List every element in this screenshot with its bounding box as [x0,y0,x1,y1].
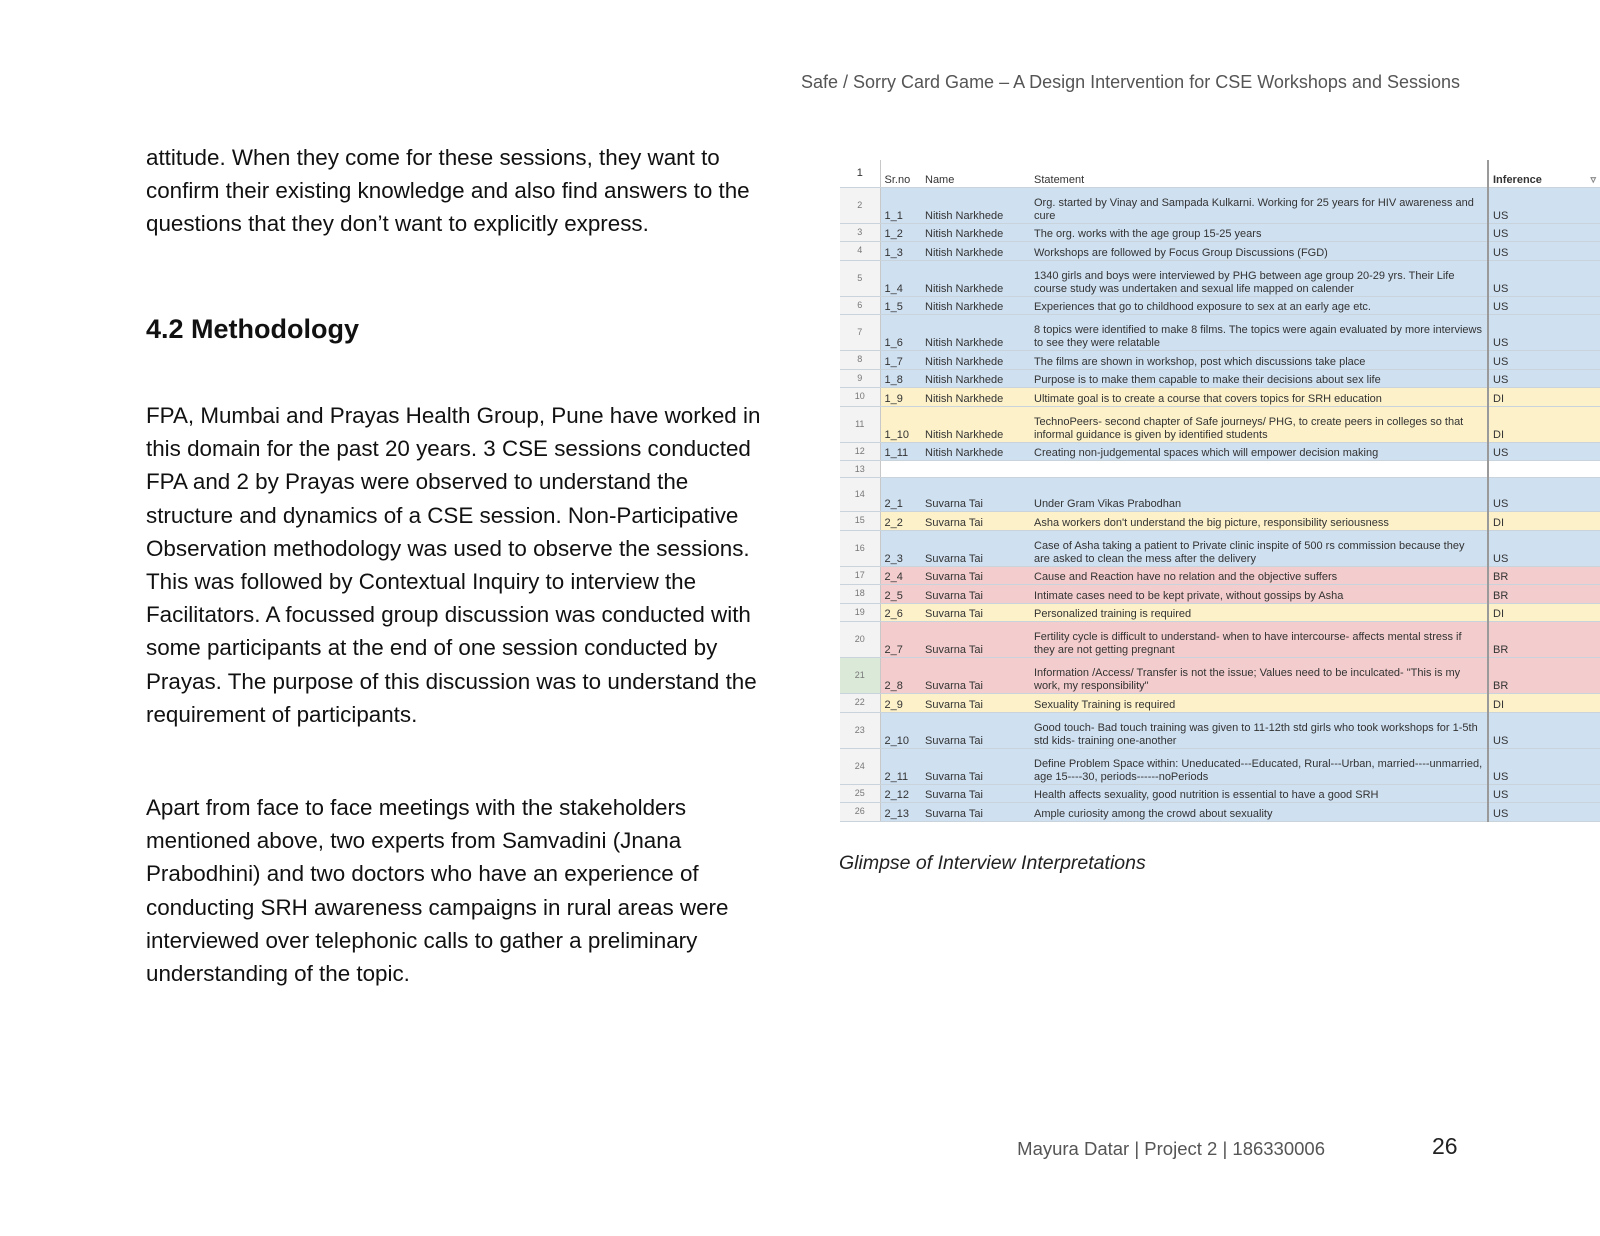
cell-inference: US [1488,187,1600,223]
paragraph-experts: Apart from face to face meetings with the stakeholders mentioned above, two experts from Samvadini (Jnana Prabodhini) and two doctors who have an experience of conducting SRH awareness campaigns in rural areas were interviewed over telephonic calls to gather a preliminary understanding of the topic. [146,795,729,987]
header-statement: Statement [1030,160,1488,187]
row-number: 12 [840,442,880,461]
cell-name: Suvarna Tai [921,784,1030,803]
cell-statement: Ample curiosity among the crowd about sexuality [1030,803,1488,822]
cell-statement: The films are shown in workshop, post which discussions take place [1030,351,1488,370]
table-row [840,712,1600,748]
header-inference-label: Inference [1493,173,1542,186]
row-number: 1 [840,160,880,187]
table-row [840,512,1600,531]
row-number: 4 [840,242,880,261]
figure-caption: Glimpse of Interview Interpretations [839,852,1146,874]
cell-srno: 1_10 [880,406,921,442]
cell-srno: 2_2 [880,512,921,531]
row-number: 7 [840,315,880,351]
row-number: 10 [840,388,880,407]
table-row [840,622,1600,658]
table-row [840,748,1600,784]
cell-inference: US [1488,223,1600,242]
cell-name: Suvarna Tai [921,694,1030,713]
cell-srno: 1_7 [880,351,921,370]
header-srno: Sr.no [880,160,921,187]
cell-inference: DI [1488,388,1600,407]
row-number: 8 [840,351,880,370]
row-number: 9 [840,369,880,388]
cell-inference: US [1488,530,1600,566]
cell-inference: US [1488,478,1600,512]
header-name: Name [921,160,1030,187]
table-row [840,442,1600,461]
cell-statement [1030,461,1488,478]
cell-statement: Intimate cases need to be kept private, without gossips by Asha [1030,585,1488,604]
cell-name [921,461,1030,478]
cell-statement: Experiences that go to childhood exposure to sex at an early age etc. [1030,296,1488,315]
cell-statement: Health affects sexuality, good nutrition is essential to have a good SRH [1030,784,1488,803]
table-row [840,478,1600,512]
paragraph-intro: attitude. When they come for these sessions, they want to confirm their existing knowledge and also find answers to the questions that they don’t want to explicitly express. [146,145,750,237]
cell-srno: 1_5 [880,296,921,315]
cell-name: Suvarna Tai [921,748,1030,784]
row-number: 14 [840,478,880,512]
row-number: 16 [840,530,880,566]
cell-statement: Creating non-judgemental spaces which will empower decision making [1030,442,1488,461]
cell-statement: Asha workers don't understand the big picture, responsibility seriousness [1030,512,1488,531]
cell-inference [1488,461,1600,478]
interview-table [840,160,1600,822]
cell-srno: 1_6 [880,315,921,351]
cell-name: Nitish Narkhede [921,442,1030,461]
cell-inference: US [1488,369,1600,388]
row-number: 15 [840,512,880,531]
table-row [840,223,1600,242]
cell-srno: 1_8 [880,369,921,388]
table-row [840,694,1600,713]
cell-srno: 2_6 [880,603,921,622]
cell-statement: Sexuality Training is required [1030,694,1488,713]
cell-name: Nitish Narkhede [921,187,1030,223]
cell-srno: 1_1 [880,187,921,223]
row-number: 19 [840,603,880,622]
cell-inference: BR [1488,585,1600,604]
cell-srno: 2_11 [880,748,921,784]
table-row [840,585,1600,604]
cell-name: Nitish Narkhede [921,315,1030,351]
cell-srno: 1_2 [880,223,921,242]
row-number: 5 [840,260,880,296]
cell-name: Suvarna Tai [921,585,1030,604]
page-footer: Mayura Datar | Project 2 | 186330006 [1017,1138,1325,1159]
cell-statement: Information /Access/ Transfer is not the issue; Values need to be inculcated- "This is my work, my responsibility" [1030,658,1488,694]
table-row [840,351,1600,370]
header-inference [1488,160,1600,187]
cell-inference: BR [1488,658,1600,694]
cell-inference: DI [1488,406,1600,442]
cell-statement: Ultimate goal is to create a course that covers topics for SRH education [1030,388,1488,407]
cell-statement: Define Problem Space within: Uneducated---Educated, Rural---Urban, married----unmarried, age 15----30, periods------noPeriods [1030,748,1488,784]
section-heading: 4.2 Methodology [146,314,360,344]
row-number: 13 [840,461,880,478]
cell-inference: US [1488,784,1600,803]
cell-statement: Org. started by Vinay and Sampada Kulkarni. Working for 25 years for HIV awareness and cure [1030,187,1488,223]
cell-srno: 2_9 [880,694,921,713]
cell-srno: 1_3 [880,242,921,261]
cell-statement: Cause and Reaction have no relation and the objective suffers [1030,566,1488,585]
row-number: 18 [840,585,880,604]
cell-statement: 8 topics were identified to make 8 films. The topics were again evaluated by more interviews to see they were relatable [1030,315,1488,351]
table-row [840,242,1600,261]
row-number: 21 [840,658,880,694]
cell-srno: 2_1 [880,478,921,512]
cell-srno: 2_4 [880,566,921,585]
cell-name: Suvarna Tai [921,603,1030,622]
cell-statement: Workshops are followed by Focus Group Discussions (FGD) [1030,242,1488,261]
cell-inference: US [1488,748,1600,784]
cell-srno: 2_7 [880,622,921,658]
cell-name: Nitish Narkhede [921,369,1030,388]
cell-inference: DI [1488,512,1600,531]
row-number: 3 [840,223,880,242]
row-number: 25 [840,784,880,803]
cell-name: Suvarna Tai [921,512,1030,531]
table-row [840,260,1600,296]
cell-name: Nitish Narkhede [921,223,1030,242]
cell-statement: Good touch- Bad touch training was given to 11-12th std girls who took workshops for 1-5th std kids- training one-another [1030,712,1488,748]
cell-name: Nitish Narkhede [921,296,1030,315]
cell-name: Suvarna Tai [921,622,1030,658]
cell-statement: Case of Asha taking a patient to Private clinic inspite of 500 rs commission because they are asked to clean the mess after the delivery [1030,530,1488,566]
filter-icon[interactable]: ▿ [1590,173,1596,186]
cell-name: Suvarna Tai [921,658,1030,694]
table-row [840,406,1600,442]
cell-inference: US [1488,803,1600,822]
table-row [840,566,1600,585]
cell-srno: 2_13 [880,803,921,822]
paragraph-methodology: FPA, Mumbai and Prayas Health Group, Pune have worked in this domain for the past 20 years. 3 CSE sessions conducted FPA and 2 by Prayas were observed to understand the structure and dynamics of a CSE session. Non-Participative Observation methodology was used to observe the sessions. This was followed by Contextual Inquiry to interview the Facilitators. A focussed group discussion was conducted with some participants at the end of one session conducted by Prayas. The purpose of this discussion was to understand the requirement of participants. [146,403,761,727]
row-number: 26 [840,803,880,822]
table-row [840,784,1600,803]
cell-srno [880,461,921,478]
row-number: 6 [840,296,880,315]
table-row [840,461,1600,478]
table-row [840,603,1600,622]
cell-statement: Personalized training is required [1030,603,1488,622]
cell-srno: 2_5 [880,585,921,604]
cell-statement: Purpose is to make them capable to make their decisions about sex life [1030,369,1488,388]
cell-inference: US [1488,351,1600,370]
cell-inference: US [1488,242,1600,261]
row-number: 23 [840,712,880,748]
cell-statement: TechnoPeers- second chapter of Safe journeys/ PHG, to create peers in colleges so that informal guidance is given by identified students [1030,406,1488,442]
cell-srno: 2_8 [880,658,921,694]
cell-name: Suvarna Tai [921,803,1030,822]
running-header: Safe / Sorry Card Game – A Design Intervention for CSE Workshops and Sessions [801,72,1460,92]
row-number: 22 [840,694,880,713]
table-row [840,658,1600,694]
page-number: 26 [1432,1133,1458,1159]
cell-name: Nitish Narkhede [921,242,1030,261]
cell-inference: US [1488,296,1600,315]
cell-inference: US [1488,712,1600,748]
table-row [840,296,1600,315]
cell-srno: 1_11 [880,442,921,461]
cell-inference: DI [1488,603,1600,622]
cell-name: Suvarna Tai [921,566,1030,585]
cell-name: Nitish Narkhede [921,260,1030,296]
cell-name: Nitish Narkhede [921,351,1030,370]
cell-statement: 1340 girls and boys were interviewed by PHG between age group 20-29 yrs. Their Life course study was undertaken and sexual life mapped on calender [1030,260,1488,296]
table-row [840,315,1600,351]
cell-inference: BR [1488,566,1600,585]
cell-statement: The org. works with the age group 15-25 years [1030,223,1488,242]
cell-name: Nitish Narkhede [921,388,1030,407]
cell-inference: US [1488,260,1600,296]
cell-statement: Fertility cycle is difficult to understand- when to have intercourse- affects mental stress if they are not getting pregnant [1030,622,1488,658]
row-number: 11 [840,406,880,442]
cell-srno: 1_4 [880,260,921,296]
table-row [840,369,1600,388]
cell-inference: US [1488,315,1600,351]
row-number: 20 [840,622,880,658]
cell-inference: BR [1488,622,1600,658]
row-number: 2 [840,187,880,223]
cell-srno: 2_12 [880,784,921,803]
cell-name: Suvarna Tai [921,530,1030,566]
cell-srno: 1_9 [880,388,921,407]
table-header-row [840,160,1600,187]
cell-srno: 2_3 [880,530,921,566]
table-row [840,388,1600,407]
table-row [840,803,1600,822]
cell-name: Suvarna Tai [921,712,1030,748]
cell-inference: US [1488,442,1600,461]
row-number: 24 [840,748,880,784]
row-number: 17 [840,566,880,585]
cell-name: Suvarna Tai [921,478,1030,512]
interview-spreadsheet [840,160,1600,830]
table-row [840,530,1600,566]
table-row [840,187,1600,223]
cell-inference: DI [1488,694,1600,713]
cell-name: Nitish Narkhede [921,406,1030,442]
cell-statement: Under Gram Vikas Prabodhan [1030,478,1488,512]
cell-srno: 2_10 [880,712,921,748]
